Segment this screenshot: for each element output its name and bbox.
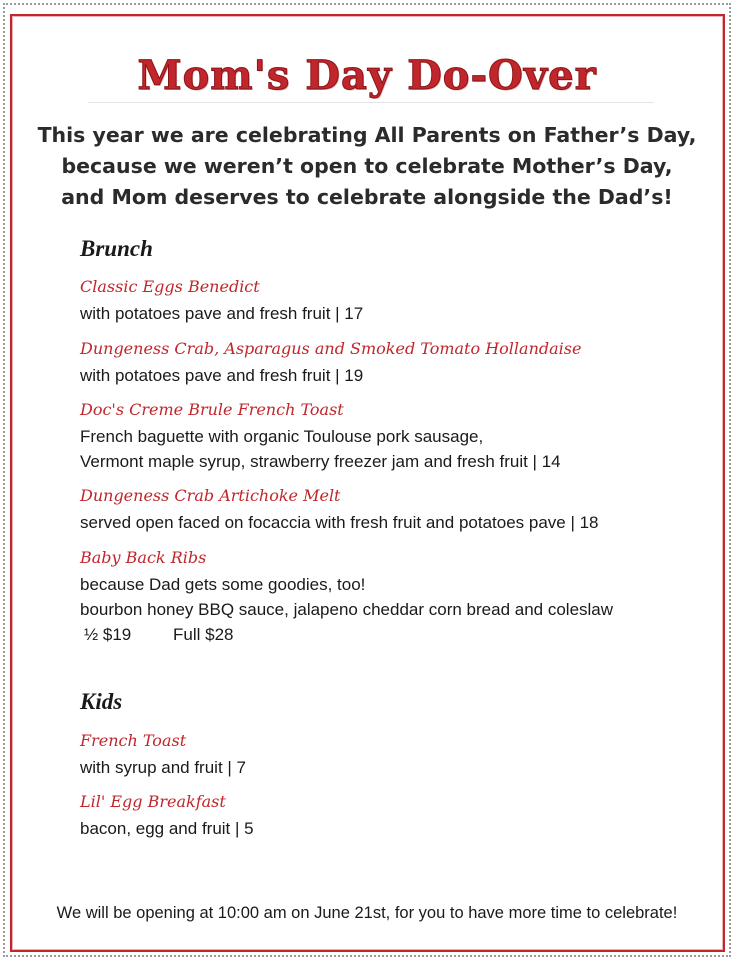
opening-time-note: We will be opening at 10:00 am on June 21st, for you to have more time to celebrate! (56, 904, 678, 922)
brunch-heading: Brunch (80, 236, 153, 261)
intro-line-3: and Mom deserves to celebrate alongside the Dad’s! (61, 185, 673, 209)
price-half: ½ $19 (84, 625, 132, 644)
menu-title: Mom's Day Do-Over (137, 52, 597, 99)
item-classic-eggs-benedict: Classic Eggs Benedict (80, 277, 260, 296)
item-description: served open faced on focaccia with fresh fruit and potatoes pave | 18 (80, 513, 599, 532)
kids-heading: Kids (80, 689, 123, 714)
item-description: with potatoes pave and fresh fruit | 17 (80, 304, 364, 323)
intro-line-2: because we weren’t open to celebrate Mother’s Day, (61, 154, 673, 178)
item-description: Vermont maple syrup, strawberry freezer jam and fresh fruit | 14 (80, 452, 561, 471)
item-kids-french-toast: French Toast (80, 731, 187, 750)
item-description: because Dad gets some goodies, too! (80, 575, 366, 594)
intro-text (20, 120, 714, 213)
item-description: bourbon honey BBQ sauce, jalapeno cheddar corn bread and coleslaw (80, 600, 614, 619)
item-description: with potatoes pave and fresh fruit | 19 (80, 366, 364, 385)
item-description: with syrup and fruit | 7 (80, 758, 246, 777)
title-divider (88, 102, 654, 103)
item-baby-back-ribs: Baby Back Ribs (80, 548, 207, 567)
item-crab-artichoke-melt: Dungeness Crab Artichoke Melt (80, 486, 341, 505)
item-creme-brule-french-toast: Doc's Creme Brule French Toast (80, 400, 344, 419)
item-description: bacon, egg and fruit | 5 (80, 819, 254, 838)
price-full: Full $28 (173, 625, 234, 644)
intro-line-1: This year we are celebrating All Parents on Father’s Day, (37, 123, 697, 147)
item-lil-egg-breakfast: Lil' Egg Breakfast (80, 792, 226, 811)
item-description: French baguette with organic Toulouse pork sausage, (80, 427, 484, 446)
item-dungeness-crab-hollandaise: Dungeness Crab, Asparagus and Smoked Tomato Hollandaise (80, 339, 582, 358)
